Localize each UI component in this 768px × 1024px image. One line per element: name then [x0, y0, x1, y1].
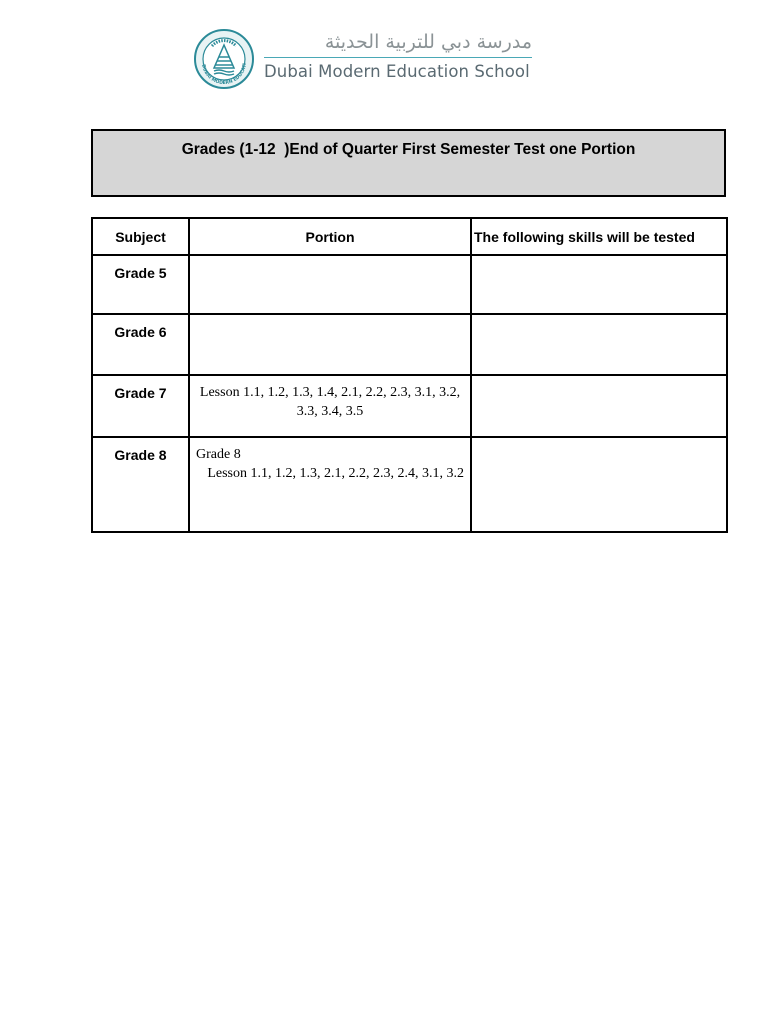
- subject-cell: Grade 8: [92, 437, 189, 532]
- portion-cell: [189, 314, 471, 375]
- page-title: Grades (1-12 )End of Quarter First Semester Test one Portion: [181, 141, 636, 158]
- skills-cell: [471, 255, 727, 314]
- skills-cell: [471, 375, 727, 437]
- skills-cell: [471, 314, 727, 375]
- portion-cell: Lesson 1.1, 1.2, 1.3, 1.4, 2.1, 2.2, 2.3, 3.1, 3.2, 3.3, 3.4, 3.5: [189, 375, 471, 437]
- portion-cell: [189, 255, 471, 314]
- portion-header-box: [91, 129, 726, 197]
- column-header-portion: Portion: [189, 218, 471, 255]
- svg-text:DUBAI MODERN EDUCATION SCHOOL: DUBAI MODERN EDUCATI: [200, 62, 248, 87]
- table-row: [92, 375, 727, 437]
- table-row: [92, 314, 727, 375]
- school-name-arabic: مدرسة دبي للتربية الحديثة: [324, 31, 532, 53]
- portion-cell: [189, 437, 471, 532]
- portion-grade-label: Grade 8: [196, 447, 241, 462]
- logo-divider: [264, 57, 532, 58]
- subject-cell: Grade 7: [92, 375, 189, 437]
- school-logo: [192, 28, 537, 90]
- table-row: [92, 437, 727, 532]
- school-seal-icon: [192, 28, 256, 90]
- portion-table: [91, 217, 728, 533]
- table-row: [92, 255, 727, 314]
- subject-cell: Grade 6: [92, 314, 189, 375]
- table-header-row: [92, 218, 727, 255]
- skills-cell: [471, 437, 727, 532]
- column-header-skills: The following skills will be tested: [471, 218, 727, 255]
- portion-lessons: Lesson 1.1, 1.2, 1.3, 2.1, 2.2, 2.3, 2.4, 3.1, 3.2: [207, 466, 464, 481]
- subject-cell: Grade 5: [92, 255, 189, 314]
- column-header-subject: Subject: [92, 218, 189, 255]
- school-name-english: Dubai Modern Education School: [264, 62, 530, 81]
